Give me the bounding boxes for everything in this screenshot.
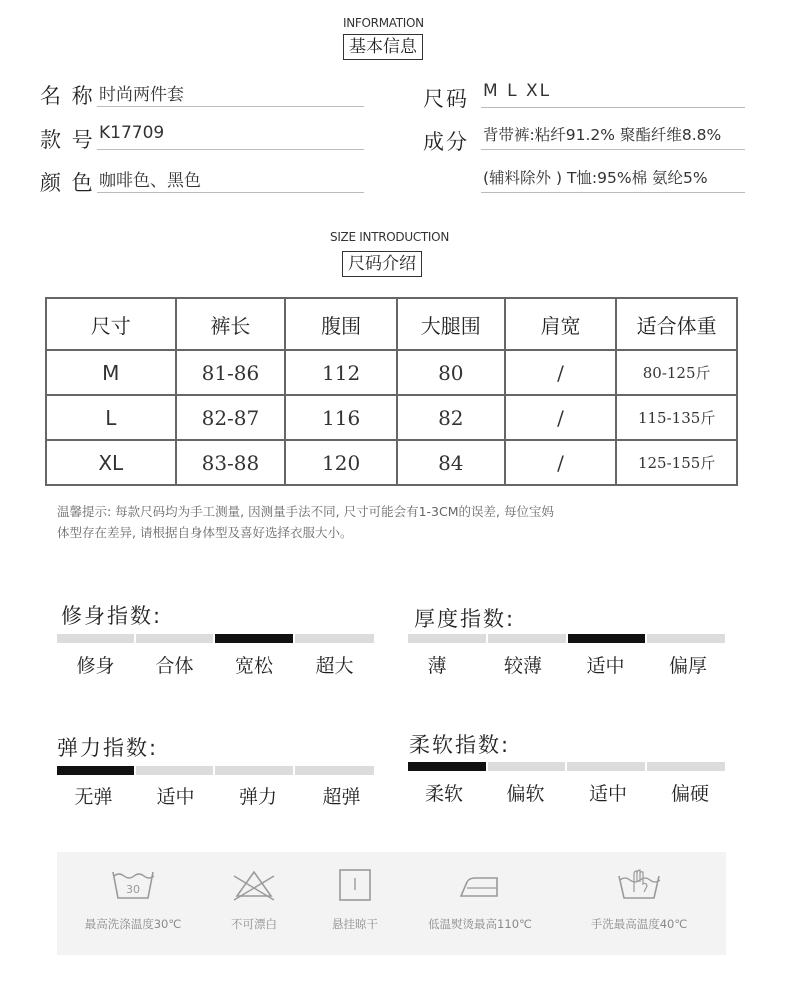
softness-bar-segment (647, 762, 725, 771)
info-header-en: INFORMATION (343, 16, 424, 30)
fit-option: 超大 (315, 655, 354, 677)
table-row (46, 350, 737, 395)
size-header-en: SIZE INTRODUCTION (330, 230, 449, 244)
wash-30-icon (110, 868, 156, 902)
table-cell: 84 (397, 440, 505, 485)
size-value: M L XL (481, 81, 745, 108)
color-value: 咖啡色、黑色 (97, 166, 364, 193)
softness-index-title: 柔软指数: (409, 733, 511, 757)
softness-option: 适中 (588, 783, 627, 805)
elasticity-option: 超弹 (322, 786, 361, 808)
column-header: 适合体重 (616, 298, 737, 350)
thickness-bar-segment (408, 634, 486, 643)
care-label: 不可漂白 (231, 917, 277, 931)
softness-bar-segment (488, 762, 565, 771)
table-row (46, 395, 737, 440)
table-cell: 80-125斤 (616, 350, 737, 395)
table-cell: 82 (397, 395, 505, 440)
care-item-wash (73, 852, 193, 932)
thickness-option: 薄 (427, 655, 447, 677)
column-header: 腹围 (285, 298, 397, 350)
fit-bar-segment (215, 634, 293, 643)
care-label: 悬挂晾干 (332, 917, 378, 931)
table-row (46, 440, 737, 485)
composition-line2: (辅料除外 ) T恤:95%棉 氨纶5% (481, 166, 745, 193)
table-cell: 116 (285, 395, 397, 440)
fit-bar-segment (57, 634, 134, 643)
thickness-index-title: 厚度指数: (414, 607, 516, 631)
style-no-value: K17709 (97, 123, 364, 150)
fit-bar-segment (136, 634, 213, 643)
color-label: 颜 色 (40, 171, 95, 195)
thickness-bar-segment (568, 634, 645, 643)
care-label: 低温熨烫最高110℃ (428, 917, 532, 931)
care-label: 最高洗涤温度30℃ (84, 917, 182, 931)
table-cell: 83-88 (176, 440, 286, 485)
column-header: 大腿围 (397, 298, 505, 350)
table-cell: / (505, 395, 617, 440)
table-cell: 112 (285, 350, 397, 395)
hand-wash-icon (616, 868, 662, 902)
elasticity-bar-segment (136, 766, 213, 775)
size-label: 尺码 (423, 87, 469, 111)
care-label: 手洗最高温度40℃ (590, 917, 688, 931)
softness-option: 偏软 (506, 783, 545, 805)
thickness-option: 偏厚 (668, 655, 707, 677)
fit-option: 合体 (155, 655, 194, 677)
measurement-tip-line2: 体型存在差异, 请根据自身体型及喜好选择衣服大小。 (57, 525, 353, 540)
table-cell: / (505, 350, 617, 395)
care-instructions-panel (57, 852, 726, 955)
composition-label: 成分 (423, 130, 469, 154)
elasticity-index-title: 弹力指数: (57, 736, 159, 760)
name-value: 时尚两件套 (97, 80, 364, 107)
elasticity-option: 弹力 (238, 786, 277, 808)
thickness-bar-segment (488, 634, 566, 643)
fit-bar-segment (295, 634, 374, 643)
column-header: 尺寸 (46, 298, 176, 350)
softness-bar-segment (567, 762, 645, 771)
thickness-option: 较薄 (503, 655, 542, 677)
info-header-cn: 基本信息 (343, 34, 423, 60)
elasticity-option: 适中 (156, 786, 195, 808)
softness-option: 柔软 (424, 783, 463, 805)
size-cell: M (46, 350, 176, 395)
table-cell: / (505, 440, 617, 485)
name-label: 名 称 (40, 84, 95, 108)
elasticity-option: 无弹 (74, 786, 113, 808)
table-cell: 82-87 (176, 395, 286, 440)
fit-option: 修身 (76, 655, 115, 677)
table-cell: 80 (397, 350, 505, 395)
table-cell: 115-135斤 (616, 395, 737, 440)
elasticity-bar-segment (295, 766, 374, 775)
care-item-hand-wash (579, 852, 699, 932)
size-table (45, 297, 738, 486)
care-item-hang (295, 852, 415, 932)
softness-bar-segment (408, 762, 486, 771)
elasticity-bar-segment (215, 766, 293, 775)
table-cell: 81-86 (176, 350, 286, 395)
size-cell: L (46, 395, 176, 440)
thickness-bar-segment (647, 634, 725, 643)
no-bleach-icon (231, 868, 277, 902)
column-header: 裤长 (176, 298, 286, 350)
thickness-option: 适中 (586, 655, 625, 677)
column-header: 肩宽 (505, 298, 617, 350)
size-cell: XL (46, 440, 176, 485)
composition-line1: 背带裤:粘纤91.2% 聚酯纤维8.8% (481, 123, 745, 150)
fit-index-title: 修身指数: (61, 604, 163, 628)
iron-low-icon (457, 868, 503, 902)
wash-temp-text: 30 (126, 883, 140, 896)
hang-dry-icon (332, 868, 378, 902)
size-table-header (46, 298, 737, 350)
measurement-tip-line1: 温馨提示: 每款尺码均为手工测量, 因测量手法不同, 尺寸可能会有1-3CM的误差, 每位宝妈 (57, 504, 554, 519)
table-cell: 125-155斤 (616, 440, 737, 485)
elasticity-bar-segment (57, 766, 134, 775)
care-item-iron (420, 852, 540, 932)
fit-option: 宽松 (234, 655, 273, 677)
softness-option: 偏硬 (670, 783, 709, 805)
style-no-label: 款 号 (40, 128, 95, 152)
size-header-cn: 尺码介绍 (342, 251, 422, 277)
table-cell: 120 (285, 440, 397, 485)
